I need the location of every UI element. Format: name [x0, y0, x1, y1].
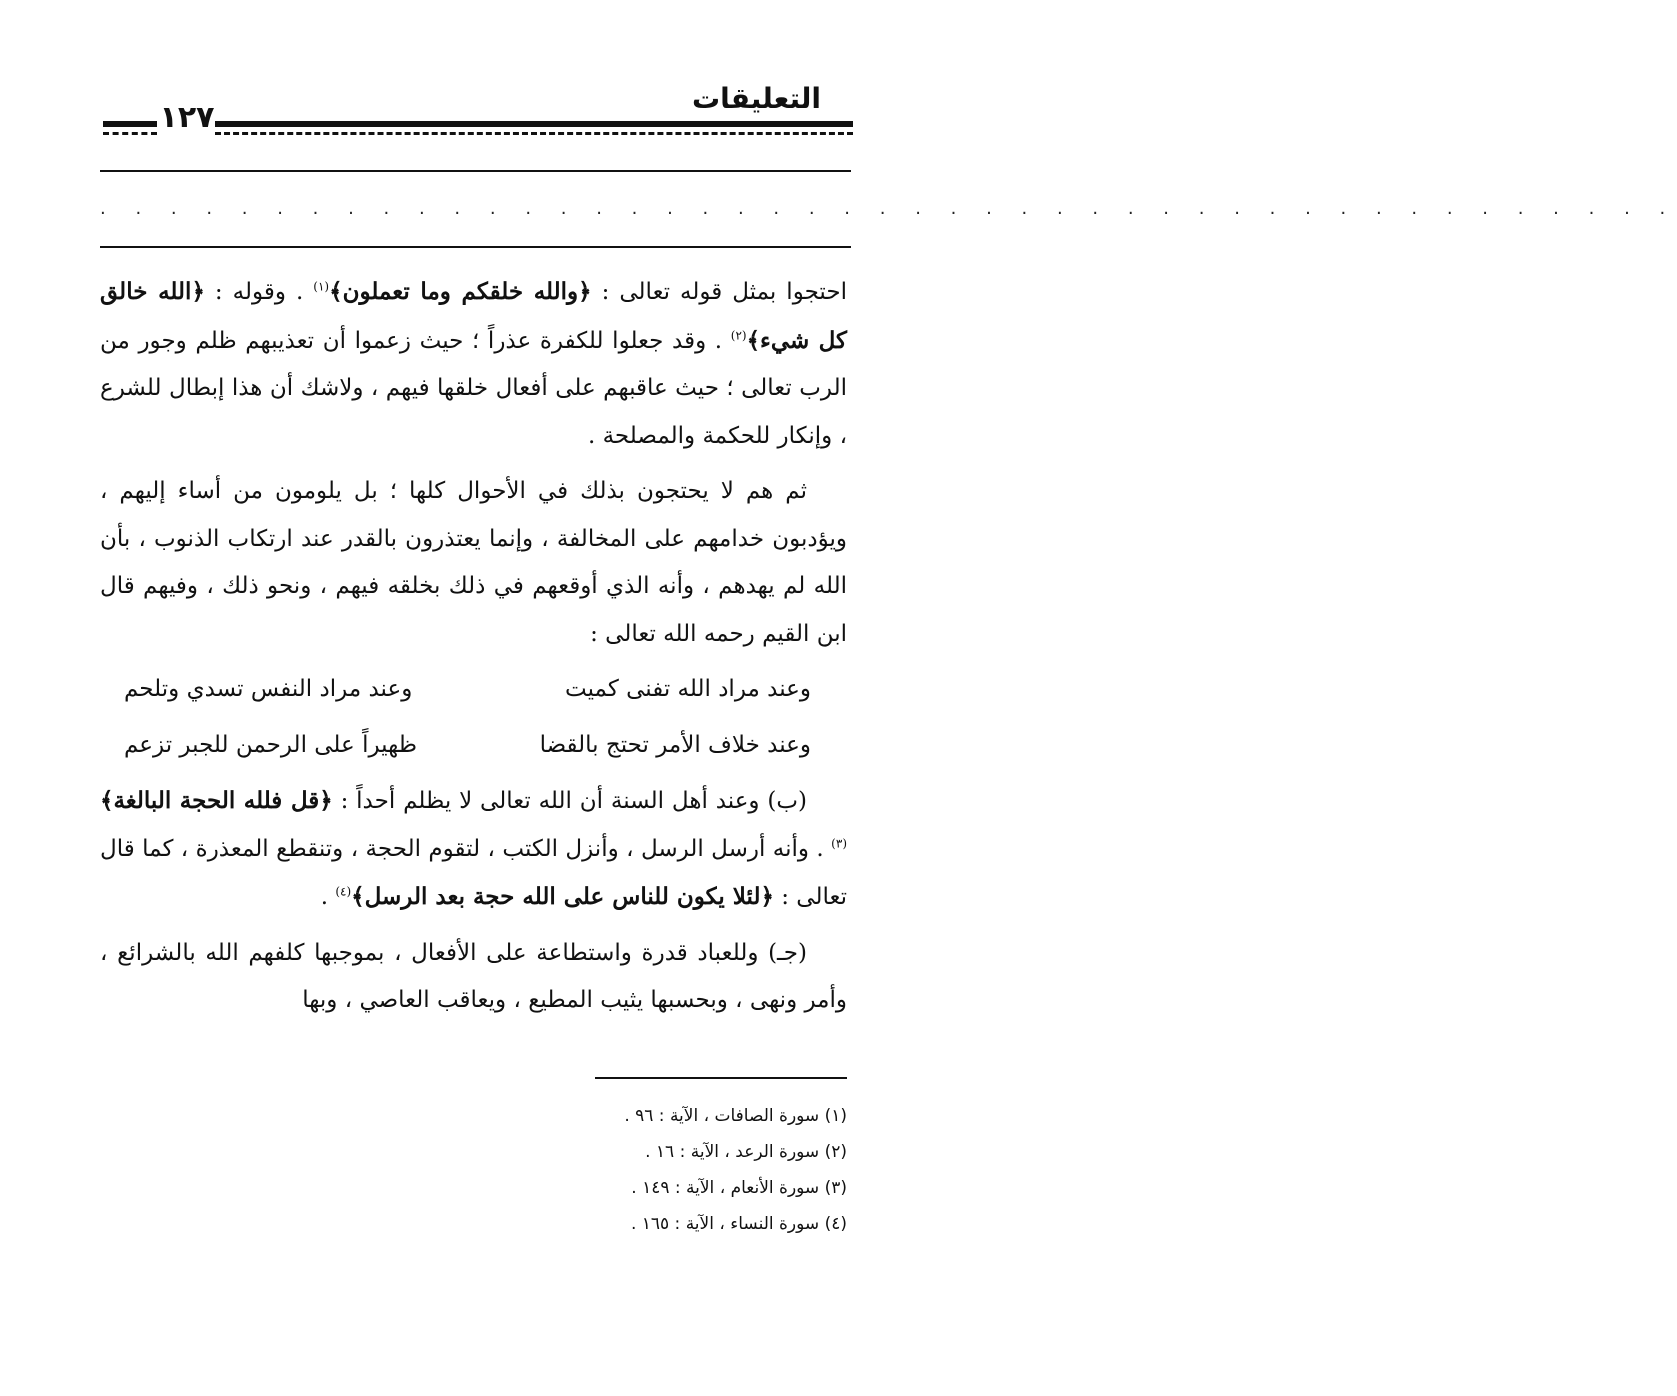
poem-hemistich: ظهيراً على الرحمن للجبر تزعم — [124, 731, 418, 758]
ellipsis-line: . . . . . . . . . . . . . . . . . . . . . . . . . . . . . . . . . . . . . . . . . . . . . — [100, 198, 1677, 219]
footnote-4: (٤) سورة النساء ، الآية : ١٦٥ . — [630, 1214, 847, 1234]
footnote-separator — [595, 1077, 847, 1079]
page-number: ١٢٧ — [159, 100, 215, 135]
text-run: . وقد جعلوا للكفرة عذراً ؛ حيث زعموا أن تعذيبهم ظلم وجور من الرب تعالى ؛ حيث عاقبهم على أفعال خلقها فيهم ، ولاشك أن هذا إبطال للشرع ، وإنكار للحكمة والمصلحة . — [100, 327, 847, 449]
section-top-rule — [100, 170, 851, 172]
footnote-1: (١) سورة الصافات ، الآية : ٩٦ . — [624, 1106, 847, 1126]
header-dashed-rule — [215, 132, 853, 135]
poem-hemistich: وعند خلاف الأمر تحتج بالقضا — [539, 731, 811, 758]
text-run: . وقوله : — [204, 279, 314, 305]
paragraph-4: (جـ) وللعباد قدرة واستطاعة على الأفعال ، بموجبها كلفهم الله بالشرائع ، وأمر ونهى ، وبحسبها يثيب المطيع ، ويعاقب العاصي ، وبها — [100, 939, 847, 1013]
footnote-3: (٣) سورة الأنعام ، الآية : ١٤٩ . — [631, 1178, 847, 1198]
section-bottom-rule — [100, 246, 851, 248]
text-run: . — [320, 884, 336, 910]
main-text — [100, 268, 847, 1033]
footnotes — [624, 1098, 847, 1242]
text-run: . وأنه أرسل الرسل ، وأنزل الكتب ، لتقوم الحجة ، وتنقطع المعذرة ، كما قال تعالى : — [100, 835, 847, 910]
poem-line-2 — [100, 722, 847, 770]
running-header-title: التعليقات — [691, 82, 821, 115]
footnote-ref: (١) — [313, 279, 330, 294]
poem-hemistich: وعند مراد النفس تسدي وتلحم — [124, 676, 413, 702]
header-rule-left — [103, 121, 157, 127]
quran-quote: ﴿الله خالق كل شيء﴾ — [100, 278, 848, 354]
paragraph-2: ثم هم لا يحتجون بذلك في الأحوال كلها ؛ بل يلومون من أساء إليهم ، ويؤدبون خدامهم على المخالفة ، وإنما يعتذرون بالقدر عند ارتكاب الذنوب ، بأن الله لم يهدهم ، وأنه الذي أوقعهم في ذلك بخلقه فيهم ، ونحو ذلك ، وفيهم قال ابن القيم رحمه الله تعالى : — [100, 478, 847, 647]
header-dashed-rule-left — [103, 132, 157, 135]
footnote-ref: (٢) — [730, 327, 747, 342]
header-rule — [215, 121, 853, 127]
footnote-2: (٢) سورة الرعد ، الآية : ١٦ . — [645, 1142, 847, 1162]
text-run: (ب) وعند أهل السنة أن الله تعالى لا يظلم أحداً : — [332, 788, 807, 814]
footnote-ref: (٣) — [831, 835, 847, 850]
paragraph-1 — [100, 268, 847, 460]
quran-quote: ﴿والله خلقكم وما تعملون﴾ — [329, 278, 592, 305]
quran-quote: ﴿لئلا يكون للناس على الله حجة بعد الرسل﴾ — [351, 883, 774, 910]
text-run: احتجوا بمثل قوله تعالى : — [591, 279, 847, 305]
footnote-ref: (٤) — [335, 884, 352, 899]
quran-quote: ﴿قل فلله الحجة البالغة﴾ — [100, 787, 333, 814]
poem-line-1 — [100, 666, 847, 714]
paragraph-3 — [100, 777, 847, 922]
poem-hemistich: وعند مراد الله تفنى كميت — [565, 676, 811, 702]
